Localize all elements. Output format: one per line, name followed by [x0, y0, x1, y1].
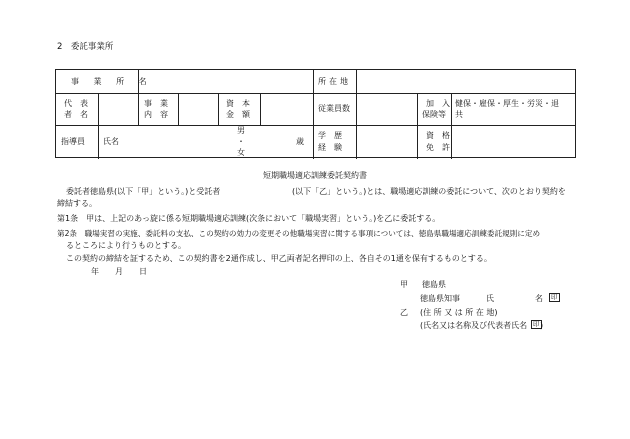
col-divider	[417, 125, 418, 159]
party-b-close: )	[540, 321, 544, 330]
experience-label: 経 験	[318, 143, 342, 152]
col-divider	[138, 93, 139, 126]
col-divider	[260, 93, 261, 126]
col-divider	[356, 125, 357, 159]
party-a-mark: 甲	[400, 280, 408, 289]
gender-dot: ・	[237, 137, 245, 146]
insurance-label: 保険等	[422, 110, 446, 119]
business-content-label: 事 業	[144, 99, 168, 108]
col-divider	[218, 93, 219, 126]
license-label: 免 許	[426, 143, 450, 152]
col-divider	[178, 93, 179, 126]
qualification-label: 資 格	[426, 131, 450, 140]
col-divider	[313, 93, 314, 126]
intro-text-a: 委託者徳島県(以下「甲」という。)と受託者	[66, 187, 221, 196]
representative-label: 代 表	[64, 99, 88, 108]
insurance-label: 加 入	[426, 99, 450, 108]
col-divider	[356, 70, 357, 93]
col-divider	[451, 125, 452, 159]
witness-clause: この契約の締結を証するため、この契約書を2通作成し、甲乙両者記名押印の上、各自その1通を保有するものとする。	[66, 254, 492, 263]
article-1: 第1条 甲は、上記のあっ旋に係る短期職場適応訓練(次条において「職場実習」という。)を乙に委託する。	[57, 214, 441, 223]
col-divider	[98, 125, 99, 159]
insurance-value: 健保・雇保・厚生・労災・退	[455, 99, 559, 108]
business-name-label: 事 業 所 名	[71, 77, 153, 86]
contract-title: 短期職場適応訓練委託契約書	[263, 171, 367, 180]
capital-label: 資 本	[226, 99, 250, 108]
governor-family: 氏	[486, 294, 494, 303]
party-b-name: (氏名又は名称及び代表者氏名	[420, 321, 528, 330]
date-line: 年 月 日	[91, 267, 147, 276]
insurance-value: 共	[455, 110, 463, 119]
intro-text-c: 締結する。	[57, 199, 97, 208]
representative-label: 者 名	[64, 110, 88, 119]
article-2: 第2条 職場実習の実施、委託料の支払、この契約の効力の変更その他職場実習に関する事項については、徳島県職場適応訓練委託規則に定め	[57, 229, 541, 238]
office-table	[55, 69, 576, 158]
name-label: 氏名	[103, 137, 119, 146]
governor-given: 名	[535, 294, 543, 303]
gender-female: 女	[237, 148, 245, 157]
party-a-name: 徳島県	[422, 280, 446, 289]
article-2-cont: るところにより行うものとする。	[66, 241, 186, 250]
col-divider	[417, 93, 418, 126]
party-b-address: (住 所 又 は 所 在 地)	[420, 308, 498, 317]
capital-label: 金 額	[226, 110, 250, 119]
intro-text-b: (以下「乙」という。)とは、職場適応訓練の委託について、次のとおり契約を	[292, 187, 566, 196]
col-divider	[98, 93, 99, 126]
col-divider	[313, 70, 314, 93]
seal-icon: 印	[551, 293, 558, 301]
governor-label: 徳島県知事	[420, 294, 460, 303]
business-content-label: 内 容	[144, 110, 168, 119]
gender-male: 男	[237, 126, 245, 135]
instructor-label: 指導員	[61, 137, 85, 146]
col-divider	[451, 93, 452, 126]
row-divider	[56, 93, 575, 94]
employees-label: 従業員数	[318, 104, 350, 113]
party-b-mark: 乙	[400, 308, 408, 317]
seal-icon: 印	[533, 320, 540, 328]
location-label: 所在地	[318, 77, 351, 86]
row-divider	[56, 125, 575, 126]
section-label: 2 委託事業所	[57, 42, 114, 52]
col-divider	[313, 125, 314, 159]
education-label: 学 歴	[318, 131, 342, 140]
age-label: 歳	[296, 137, 304, 146]
col-divider	[356, 93, 357, 126]
